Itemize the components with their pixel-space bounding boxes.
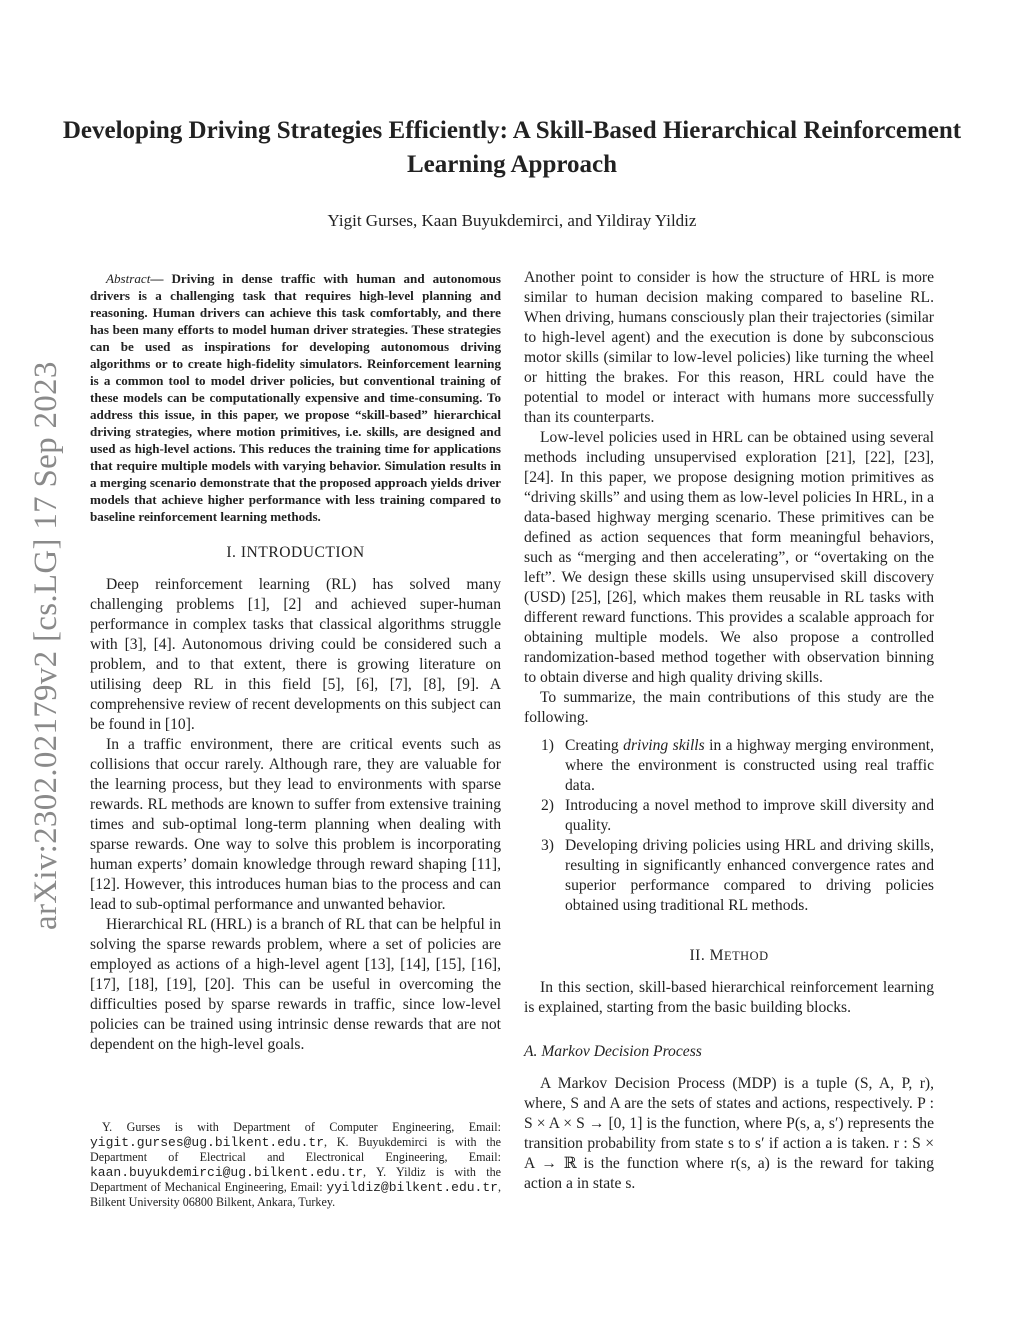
- list-item: [524, 796, 934, 836]
- email-link[interactable]: kaan.buyukdemirci@ug.bilkent.edu.tr: [90, 1165, 364, 1180]
- section-heading-method: [524, 946, 934, 966]
- body-paragraph: A Markov Decision Process (MDP) is a tuple (S, A, P, r), where, S and A are the sets of states and actions, respectively. P : S × A × S → [0, 1] is the function, where P(s, a, s′) represents the transition probability from state s to s′ if action a is taken. r : S × A → ℝ is the function where r(s, a) is the reward for taking action a in state s.: [524, 1075, 934, 1192]
- list-item-number: 2): [541, 797, 554, 814]
- list-item-number: 1): [541, 737, 554, 754]
- heading-text: ETHOD: [724, 949, 769, 963]
- list-item: [524, 736, 934, 796]
- body-paragraph: Low-level policies used in HRL can be obtained using several methods including unsupervised exploration [21], [22], [23], [24]. In this paper, we propose designing motion primitives as “driving skills” and using them as low-level policies In HRL, in a data-based highway merging scenario. These primitives can be defined as action sequences that form meaningful behaviors, such as “merging and then accelerating”, or “overtaking on the left”. We design these skills using unsupervised skill discovery (USD) [25], [26], which makes them reusable in RL tasks with different reward functions. This provides a scalable approach for obtaining multiple models. We also propose a controlled randomization-based method together with observation binning to obtain diverse and high quality driving skills.: [524, 429, 934, 686]
- author-list: Yigit Gurses, Kaan Buyukdemirci, and Yildiray Yildiz: [327, 211, 697, 230]
- author-affiliation-footnote: [90, 1120, 501, 1210]
- heading-text: II. M: [689, 947, 725, 964]
- body-paragraph: In this section, skill-based hierarchical reinforcement learning is explained, starting from the basic building blocks.: [524, 979, 934, 1016]
- email-link[interactable]: yigit.gurses@ug.bilkent.edu.tr: [90, 1135, 325, 1150]
- list-item-text: Introducing a novel method to improve skill diversity and quality.: [565, 797, 934, 834]
- list-item-text: Creating: [565, 737, 624, 754]
- list-item: [524, 836, 934, 916]
- abstract-text: — Driving in dense traffic with human and autonomous drivers is a challenging task that requires high-level planning and reasoning. Human drivers can achieve this task comfortably, and there has been many efforts to model human driver strategies. These strategies can be used as inspirations for developing autonomous driving algorithms or to create high-fidelity simulators. Reinforcement learning is a common tool to model driver policies, but conventional training of these models can be computationally expensive and time-consuming. To address this issue, in this paper, we propose “skill-based” hierarchical driving strategies, where motion primitives, i.e. skills, are designed and used as high-level actions. This reduces the training time for applications that require multiple models with varying behavior. Simulation results in a merging scenario demonstrate that the proposed approach yields driver models that achieve higher performance with less training compared to baseline reinforcement learning methods.: [90, 271, 501, 524]
- intro-paragraph: Hierarchical RL (HRL) is a branch of RL that can be helpful in solving the sparse rewards problem, where a set of policies are employed as actions of a high-level agent [13], [14], [15], [16], [17], [18], [19], [20]. This can be useful in overcoming the difficulties posed by sparse rewards in traffic, since low-level policies can be trained using intrinsic dense rewards that are not dependent on the high-level goals.: [90, 916, 501, 1053]
- list-item-number: 3): [541, 837, 554, 854]
- body-paragraph: To summarize, the main contributions of this study are the following.: [524, 689, 934, 726]
- email-link[interactable]: yyildiz@bilkent.edu.tr: [326, 1180, 498, 1195]
- paper-title: Developing Driving Strategies Efficiently: A Skill-Based Hierarchical Reinforcement Learning Approach: [62, 117, 962, 178]
- footnote-text: , K. Buyukdemirci is with the Department of Electrical and Electronical Engineering, Email:: [90, 1135, 501, 1164]
- list-item-emphasis: driving skills: [623, 737, 705, 754]
- abstract: [90, 270, 501, 525]
- right-column: [524, 268, 934, 1194]
- body-paragraph: Another point to consider is how the structure of HRL is more similar to human decision making compared to baseline RL. When driving, humans consciously plan their trajectories (similar to high-level agent) and the execution is done by subconscious motor skills (similar to low-level policies) like turning the wheel or hitting the brakes. For this reason, HRL could have the potential to model or interact with humans more successfully than its counterparts.: [524, 269, 934, 426]
- footnote-text: , Y. Yildiz is with the Department of Mechanical Engineering, Email:: [90, 1165, 501, 1194]
- footnote-text: , Bilkent University 06800 Bilkent, Ankara, Turkey.: [90, 1180, 501, 1209]
- subsection-heading-mdp: A. Markov Decision Process: [524, 1043, 702, 1060]
- abstract-label: Abstract: [106, 271, 151, 286]
- footnote-text: Y. Gurses is with Department of Computer Engineering, Email:: [102, 1120, 501, 1134]
- left-column: [90, 270, 501, 1055]
- list-item-text: Developing driving policies using HRL and driving skills, resulting in significantly enhanced convergence rates and superior performance compared to driving policies obtained using traditional RL methods.: [565, 837, 934, 914]
- intro-paragraph: Deep reinforcement learning (RL) has solved many challenging problems [1], [2] and achieved super-human performance in complex tasks that classical algorithms struggle with [3], [4]. Autonomous driving could be considered such a problem, and to that extent, there is growing literature on utilising deep RL in this field [5], [6], [7], [8], [9]. A comprehensive review of recent developments on this subject can be found in [10].: [90, 576, 501, 733]
- section-heading-introduction: I. INTRODUCTION: [226, 544, 365, 561]
- list-item-text: in a highway merging environment, where the environment is constructed using real traffic data.: [565, 737, 935, 794]
- arxiv-side-stamp: arXiv:2302.02179v2 [cs.LG] 17 Sep 2023: [28, 361, 64, 930]
- intro-paragraph: In a traffic environment, there are critical events such as collisions that occur rarely. Although rare, they are valuable for the learning process, but they lead to environments with sparse rewards. RL methods are known to suffer from extensive training times and sub-optimal long-term planning when dealing with sparse rewards. One way to solve this problem is incorporating human experts’ domain knowledge through reward shaping [11], [12]. However, this introduces human bias to the process and can lead to sub-optimal performance and unwanted behavior.: [90, 736, 501, 913]
- contributions-list: [524, 736, 934, 916]
